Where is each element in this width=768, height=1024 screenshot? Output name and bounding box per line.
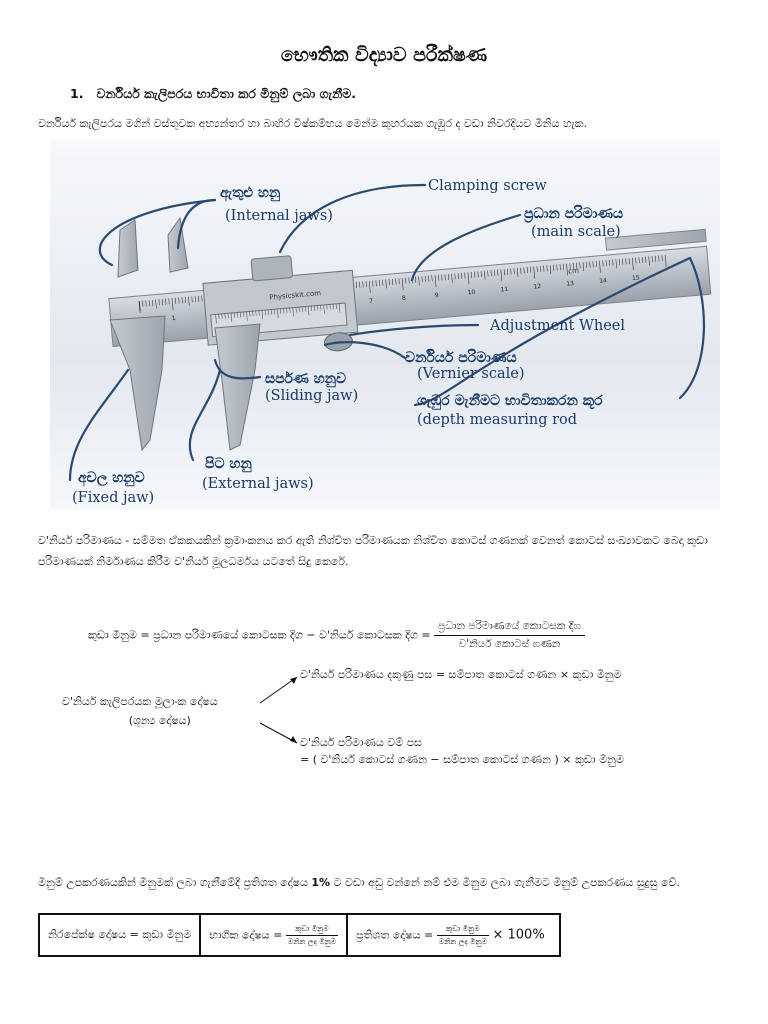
unit-mark: cm (567, 266, 580, 276)
main-scale-number: 10 (467, 288, 476, 297)
left-side-formula: = ( ව'නියර් කොටස් ගණන − සම්පාත කොටස් ගණන ) × කුඩා මිනුම (300, 753, 624, 766)
percentage-note (38, 873, 718, 892)
label-depth-rod-en: (depth measuring rod (417, 412, 578, 428)
right-side-title: ව'නියර් පරිමාණය දකුණු පස (300, 668, 433, 681)
clamping-screw-part (251, 256, 293, 281)
label-fixed-jaw-si: අචල හනුව (78, 470, 145, 486)
error-table (38, 913, 561, 957)
zero-error-arrows (255, 660, 305, 760)
percentage-den: මනින ලද මිනුම (438, 936, 487, 946)
right-side-formula: = සම්පාත කොටස් ගණන × කුඩා මිනුම (435, 668, 622, 681)
label-main-scale-si: ප්‍රධාන පරිමාණය (524, 206, 624, 222)
main-scale-number: 8 (401, 294, 407, 303)
brand-mark: Physicskit.com (269, 289, 322, 302)
fractional-fraction (286, 924, 338, 947)
percentage-label: ප්‍රතිශත දෝෂය = (356, 928, 434, 941)
lc-denominator: ව'නියර් කොටස් ගණන (458, 638, 561, 650)
absolute-error-cell: නිරපේක්ෂ දෝෂය = කුඩා මිනුම (39, 914, 200, 956)
page-title: භෞතික විද්‍යාව පරීක්ෂණ (280, 44, 488, 66)
lc-minus: − (306, 628, 316, 642)
section-heading-text: වර්නියර් කැලිපරය භාවිතා කර මිනුම් ලබා ගැනීම. (96, 86, 356, 101)
main-scale-number: 14 (598, 277, 608, 285)
percentage-tail: × 100% (492, 927, 545, 942)
main-scale-number: 7 (368, 297, 374, 305)
main-scale-number: 13 (566, 280, 575, 288)
lc-term2: ව'නියර් කොටසක දිග (318, 628, 418, 642)
label-main-scale-en: (main scale) (531, 224, 621, 240)
label-fixed-jaw-en: (Fixed jaw) (72, 490, 155, 506)
fractional-num: කුඩා මිනුම (286, 924, 338, 936)
vernier-caliper-diagram (50, 140, 720, 510)
zero-error-sublabel: (ශුන්‍ය දෝෂය) (128, 714, 191, 727)
caliper-illustration (50, 140, 720, 510)
label-internal-jaws-en: (Internal jaws) (225, 208, 333, 224)
fractional-error-cell (200, 914, 347, 956)
note-before: මිනුම් උපකරණයකින් මිනුමක් ලබා ගැනීමේදී ප්‍රතිශත දෝෂය (38, 876, 312, 889)
label-vernier-scale-en: (Vernier scale) (417, 366, 525, 382)
label-sliding-jaw-en: (Sliding jaw) (265, 388, 359, 404)
percentage-fraction (437, 924, 489, 947)
main-scale-number: 15 (631, 274, 640, 282)
section-heading (70, 86, 356, 102)
label-external-jaws-si: පිට හනු (205, 456, 252, 472)
vernier-definition: ව'නියර් පරිමාණය - සම්මත ඒකකයකින් ක්‍රමාංකනය කර ඇති නිශ්චිත පරිමාණයක නිශ්චිත කොටස් ගණනක් වෙනත් කොටස් සංඛ්‍යාවකට බෙදා කුඩා පරිමාණයක් නිර්මාණය කිරීම ව'නියර් මූලධර්මය යටතේ සිදු කෙරේ. (38, 534, 708, 568)
section-number: 1. (70, 86, 84, 101)
lc-eq2: = (421, 628, 431, 642)
label-sliding-jaw-si: සර්පණ හනුව (265, 371, 347, 387)
main-scale-number: 9 (434, 291, 439, 300)
main-scale-number: 1 (171, 314, 176, 323)
lc-term1: ප්‍රධාන පරිමාණයේ කොටසක දිග (153, 628, 303, 642)
percentage-num: කුඩා මිනුම (437, 924, 489, 936)
note-after: ට වඩා අඩු වන්නේ නම් එම මිනුම ලබා ගැනීමට මිනුම් උපකරණය සුදුසු වේ. (330, 876, 680, 889)
label-vernier-scale-si: වර්නියර් පරිමාණය (405, 350, 517, 366)
percentage-error-cell (347, 914, 560, 956)
intro-paragraph: වර්නියර් කැලිපරය මගින් වස්තුවක අභ්‍යන්තර හා බාහිර විෂ්කම්භය මෙන්ම කුහරයක ගැඹුර ද වඩා නිවරදියව මිනිය හැක. (38, 117, 588, 130)
lc-fraction (434, 620, 585, 651)
label-external-jaws-en: (External jaws) (202, 476, 314, 492)
main-scale-number: 12 (533, 282, 542, 291)
lc-lhs: කුඩා මිනුම (88, 628, 137, 642)
label-depth-rod-si: ගැඹුර මැනීමට භාවිතාකරන කූර (417, 393, 603, 409)
least-count-formula (88, 620, 585, 651)
label-adjustment-wheel: Adjustment Wheel (490, 318, 626, 334)
zero-error-label-block (62, 695, 218, 728)
lc-eq: = (140, 628, 150, 642)
main-scale-number: 11 (500, 285, 509, 294)
note-value: 1% (311, 876, 331, 889)
fractional-label: භාගික දෝෂය = (209, 928, 283, 941)
left-side-title: ව'නියර් පරිමාණය වම් පස (300, 736, 422, 749)
zero-error-right-formula (300, 668, 622, 682)
lc-numerator: ප්‍රධාන පරිමාණයේ කොටසක දිග (434, 620, 585, 636)
label-clamping-screw: Clamping screw (428, 178, 547, 194)
label-internal-jaws-si: ඇතුළු හනු (220, 185, 281, 201)
zero-error-label: ව'නියර් කැලිපරයක මූලාංක දෝෂය (62, 695, 218, 708)
fractional-den: මනින ලද මිනුම (287, 936, 337, 946)
